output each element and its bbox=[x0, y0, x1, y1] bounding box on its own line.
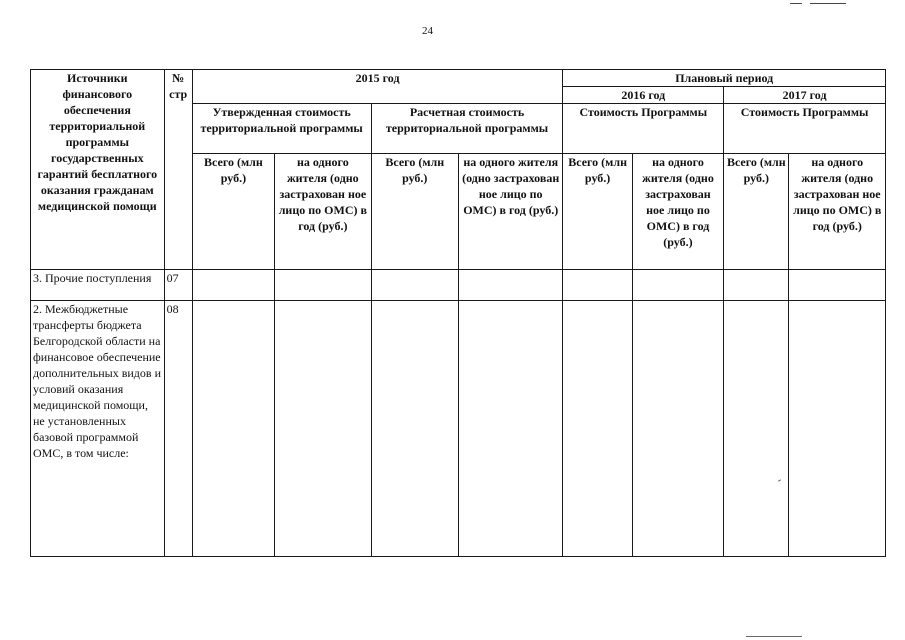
empty-cell bbox=[192, 270, 274, 301]
header-year-2017: 2017 год bbox=[724, 87, 886, 104]
empty-cell bbox=[275, 270, 371, 301]
header-per-person-calculated bbox=[458, 154, 562, 270]
empty-cell bbox=[789, 270, 886, 301]
page-number: 24 bbox=[422, 25, 433, 37]
header-per-person-approved: на одного жителя (одно застрахован ное лицо по ОМС) в год (руб.) bbox=[275, 154, 371, 270]
header-total-approved: Всего (млн руб.) bbox=[192, 154, 274, 270]
empty-cell bbox=[371, 270, 458, 301]
empty-cell bbox=[789, 301, 886, 557]
table-row bbox=[31, 270, 886, 301]
header-per-person-2017: на одного жителя (одно застрахован ное лицо по ОМС) в год (руб.) bbox=[789, 154, 886, 270]
empty-cell bbox=[632, 270, 723, 301]
row-source: 2. Межбюджетные трансферты бюджета Белгородской области на финансовое обеспечение дополнительных видов и условий оказания медицинской помощи, не установленных базовой программой ОМС, в том числе: bbox=[31, 301, 165, 557]
empty-cell bbox=[458, 301, 562, 557]
empty-cell bbox=[275, 301, 371, 557]
header-approved-cost: Утвержденная стоимость территориальной программы bbox=[192, 104, 371, 154]
row-source: 3. Прочие поступления bbox=[31, 270, 165, 301]
header-per-person-2016: на одного жителя (одно застрахован ное лицо по ОМС) в год (руб.) bbox=[632, 154, 723, 270]
header-year-2016: 2016 год bbox=[563, 87, 724, 104]
header-total-2017: Всего (млн руб.) bbox=[724, 154, 789, 270]
header-source: Источники финансового обеспечения территориальной программы государственных гарантий бесплатного оказания гражданам медицинской помощи bbox=[31, 70, 165, 270]
empty-cell bbox=[724, 270, 789, 301]
empty-cell bbox=[724, 301, 789, 557]
per-person-prefix: на одного bbox=[463, 155, 516, 169]
header-total-calculated: Всего (млн руб.) bbox=[371, 154, 458, 270]
empty-cell bbox=[371, 301, 458, 557]
header-program-cost-2017: Стоимость Программы bbox=[724, 104, 886, 154]
header-calculated-cost: Расчетная стоимость территориальной программы bbox=[371, 104, 563, 154]
scan-mark bbox=[790, 3, 802, 4]
empty-cell bbox=[458, 270, 562, 301]
row-number: 07 bbox=[164, 270, 192, 301]
header-planned-period: Плановый период bbox=[563, 70, 886, 87]
header-total-2016: Всего (млн руб.) bbox=[563, 154, 632, 270]
financing-table bbox=[30, 69, 886, 557]
header-row-number: № стр bbox=[164, 70, 192, 270]
empty-cell bbox=[632, 301, 723, 557]
empty-cell bbox=[192, 301, 274, 557]
row-number: 08 bbox=[164, 301, 192, 557]
scan-mark bbox=[810, 3, 846, 4]
header-year-2015: 2015 год bbox=[192, 70, 563, 104]
scan-mark bbox=[746, 636, 802, 637]
per-person-rest: жителя (одно застрахован ное лицо по ОМС) в год (руб.) bbox=[462, 155, 560, 217]
table-row bbox=[31, 301, 886, 557]
empty-cell bbox=[563, 270, 632, 301]
header-program-cost-2016: Стоимость Программы bbox=[563, 104, 724, 154]
empty-cell bbox=[563, 301, 632, 557]
